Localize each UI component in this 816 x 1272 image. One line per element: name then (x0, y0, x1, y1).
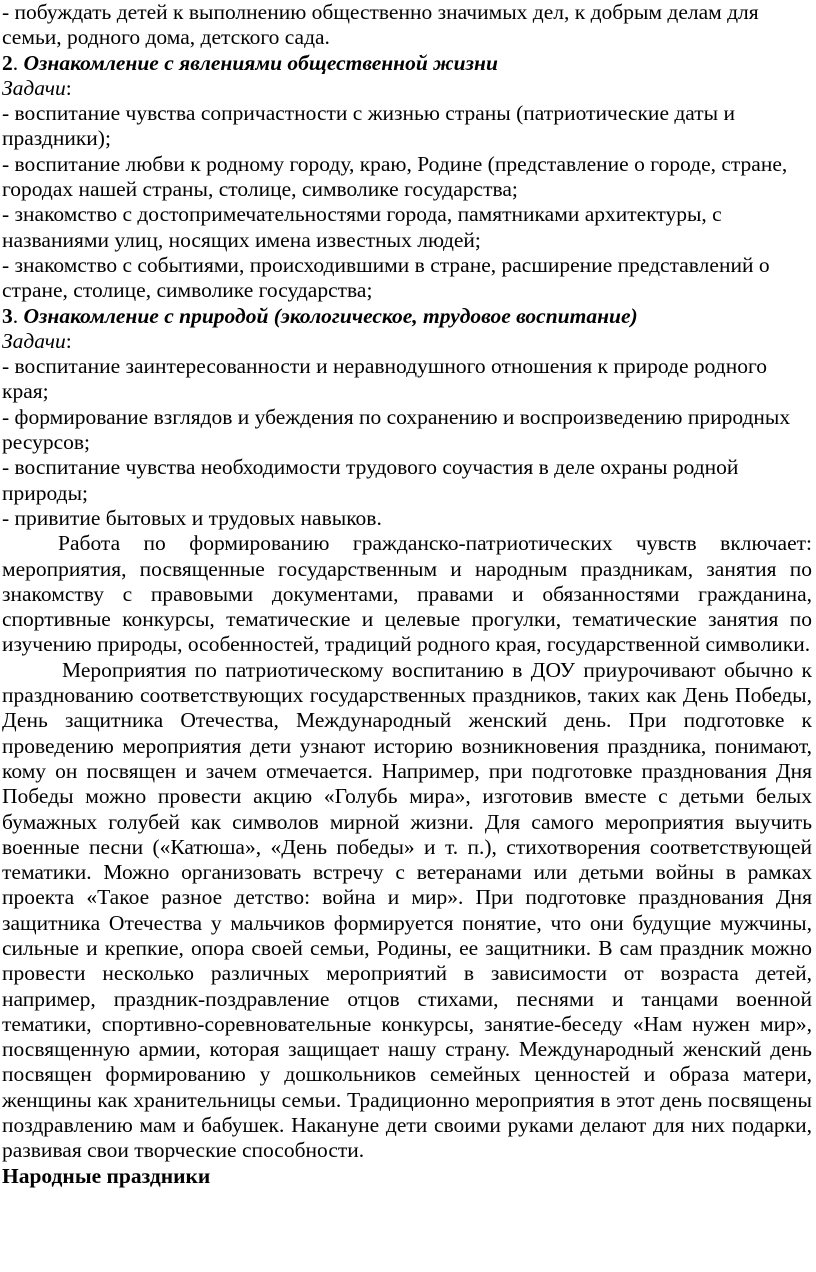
section-2-separator: . (12, 50, 24, 75)
section-3-tasks-label (2, 329, 812, 354)
section-2-item: - знакомство с достопримечательностями города, памятниками архитектуры, с названиями улиц, носящих имена известных людей; (2, 202, 722, 252)
section-3-number: 3 (2, 303, 13, 328)
section-2-item: - воспитание чувства сопричастности с жизнью страны (патриотические даты и праздники); (2, 101, 736, 151)
section-2-number: 2 (2, 50, 13, 75)
section-2-heading (2, 51, 812, 76)
tasks-colon: : (65, 75, 72, 100)
tasks-label: Задачи (2, 75, 66, 100)
section-2-title: Ознакомление с явлениями общественной жизни (23, 50, 498, 75)
tasks-colon: : (65, 328, 72, 353)
section-2-tasks-label (2, 76, 812, 101)
section-3-separator: . (12, 303, 24, 328)
section-3-heading (2, 304, 812, 329)
work-paragraph: Работа по формированию гражданско-патриотических чувств включает: мероприятия, посвященные государственным и народным праздникам, занятия по знакомству с правовыми документами, правами и обязанностями гражданина, спортивные конкурсы, тематические и целевые прогулки, тематические занятия по изучению природы, особенностей, традиций родного края, государственной символики. (2, 531, 812, 657)
section-3-item: - формирование взглядов и убеждения по сохранению и воспроизведению природных ресурсов; (2, 404, 791, 455)
section-2-item: - воспитание любви к родному городу, краю, Родине (представление о городе, стране, городах нашей страны, столице, символике государства; (2, 151, 788, 202)
section-3-title: Ознакомление с природой (экологическое, трудовое воспитание) (23, 303, 638, 328)
folk-holidays-title: Народные праздники (2, 1163, 211, 1188)
events-paragraph: Мероприятия по патриотическому воспитанию в ДОУ приурочивают обычно к празднованию соответствующих государственных праздников, таких как День Победы, День защитника Отечества, Международный женский день. При подготовке к проведению мероприятия дети узнают историю возникновения праздника, понимают, кому он посвящен и зачем отмечается. Например, при подготовке празднования Дня Победы можно провести акцию «Голубь мира», изготовив вместе с детьми белых бумажных голубей как символов мирной жизни. Для самого мероприятия выучить военные песни («Катюша», «День победы» и т. п.), стихотворения соответствующей тематики. Можно организовать встречу с ветеранами или детьми войны в рамках проекта «Такое разное детство: война и мир». При подготовке празднования Дня защитника Отечества у мальчиков формируется понятие, что они будущие мужчины, сильные и крепкие, опора своей семьи, Родины, ее защитники. В сам праздник можно провести несколько различных мероприятий в зависимости от возраста детей, например, праздник-поздравление отцов стихами, песнями и танцами военной тематики, спортивно-соревновательные конкурсы, занятие-беседу «Нам нужен мир», посвященную армии, которая защищает нашу страну. Международный женский день посвящен формированию у дошкольников семейных ценностей и образа матери, женщины как хранительницы семьи. Традиционно мероприятия в этот день посвящены поздравлению мам и бабушек. Накануне дети своими руками делают для них подарки, развивая свои творческие способности. (2, 657, 812, 1163)
section-3-item: - воспитание заинтересованности и неравнодушного отношения к природе родного края; (2, 354, 767, 404)
intro-paragraph: - побуждать детей к выполнению общественно значимых дел, к добрым делам для семьи, родного дома, детского сада. (2, 0, 759, 50)
section-3-item: - воспитание чувства необходимости трудового соучастия в деле охраны родной природы; (2, 455, 739, 505)
folk-holidays-heading (2, 1164, 812, 1189)
tasks-label: Задачи (2, 328, 66, 353)
section-2-item: - знакомство с событиями, происходившими в стране, расширение представлений о стране, столице, символике государства; (2, 252, 770, 303)
section-3-item: - привитие бытовых и трудовых навыков. (2, 505, 382, 530)
